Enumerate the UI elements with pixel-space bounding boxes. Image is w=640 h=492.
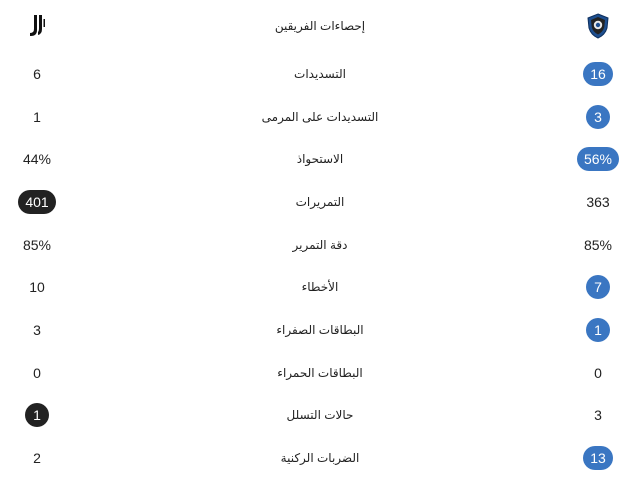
home-value [2, 56, 72, 92]
stat-label: الضربات الركنية [280, 451, 360, 465]
stat-row-pass-accuracy [0, 227, 640, 263]
away-value-text: 363 [586, 194, 610, 210]
away-value [562, 227, 634, 263]
home-value [2, 141, 72, 177]
stat-label: دقة التمرير [292, 238, 348, 252]
home-value-badge: 401 [18, 190, 56, 214]
stat-label: الأخطاء [301, 280, 339, 294]
away-value-badge: 7 [586, 275, 610, 299]
home-value-text: 85% [22, 237, 52, 253]
away-value [562, 312, 634, 348]
away-value [562, 184, 634, 220]
away-value-text: 3 [594, 407, 602, 423]
away-value-badge: 56% [577, 147, 619, 171]
stat-label: حالات التسلل [286, 408, 354, 422]
juventus-logo-icon [24, 13, 50, 39]
away-value-badge: 13 [583, 446, 613, 470]
stat-label: البطاقات الحمراء [277, 366, 363, 380]
stats-title: إحصاءات الفريقين [274, 19, 366, 33]
home-value-text: 1 [33, 109, 41, 125]
away-value-text: 0 [594, 365, 602, 381]
home-value [2, 440, 72, 476]
home-value [2, 99, 72, 135]
stat-row-offsides [0, 397, 640, 433]
home-value-text: 2 [33, 450, 41, 466]
stat-label: التسديدات [294, 67, 346, 81]
home-value [2, 269, 72, 305]
home-value [2, 312, 72, 348]
stat-row-fouls [0, 269, 640, 305]
away-value [562, 269, 634, 305]
away-value-badge: 3 [586, 105, 610, 129]
stat-row-shots-on-target [0, 99, 640, 135]
away-value [562, 99, 634, 135]
home-value-text: 0 [33, 365, 41, 381]
stats-header-row [0, 8, 640, 44]
away-value-text: 85% [583, 237, 613, 253]
stat-row-shots [0, 56, 640, 92]
away-value [562, 56, 634, 92]
home-value [2, 184, 72, 220]
away-team-logo-cell [562, 8, 634, 44]
away-value [562, 355, 634, 391]
stat-row-yellow-cards [0, 312, 640, 348]
stat-row-possession [0, 141, 640, 177]
stat-row-corners [0, 440, 640, 476]
stat-label: البطاقات الصفراء [276, 323, 364, 337]
home-value [2, 397, 72, 433]
away-value [562, 440, 634, 476]
home-value-text: 6 [33, 66, 41, 82]
atalanta-logo-icon [585, 13, 611, 39]
away-value [562, 397, 634, 433]
home-value [2, 227, 72, 263]
home-value-text: 10 [29, 279, 45, 295]
stat-label: التمريرات [295, 195, 345, 209]
home-team-logo-cell [2, 8, 72, 44]
home-value-text: 3 [33, 322, 41, 338]
stat-label: التسديدات على المرمى [261, 110, 379, 124]
stat-row-red-cards [0, 355, 640, 391]
stat-label: الاستحواذ [296, 152, 344, 166]
home-value [2, 355, 72, 391]
away-value-badge: 16 [583, 62, 613, 86]
stat-row-passes [0, 184, 640, 220]
home-value-text: 44% [22, 151, 52, 167]
away-value [562, 141, 634, 177]
home-value-badge: 1 [25, 403, 49, 427]
away-value-badge: 1 [586, 318, 610, 342]
